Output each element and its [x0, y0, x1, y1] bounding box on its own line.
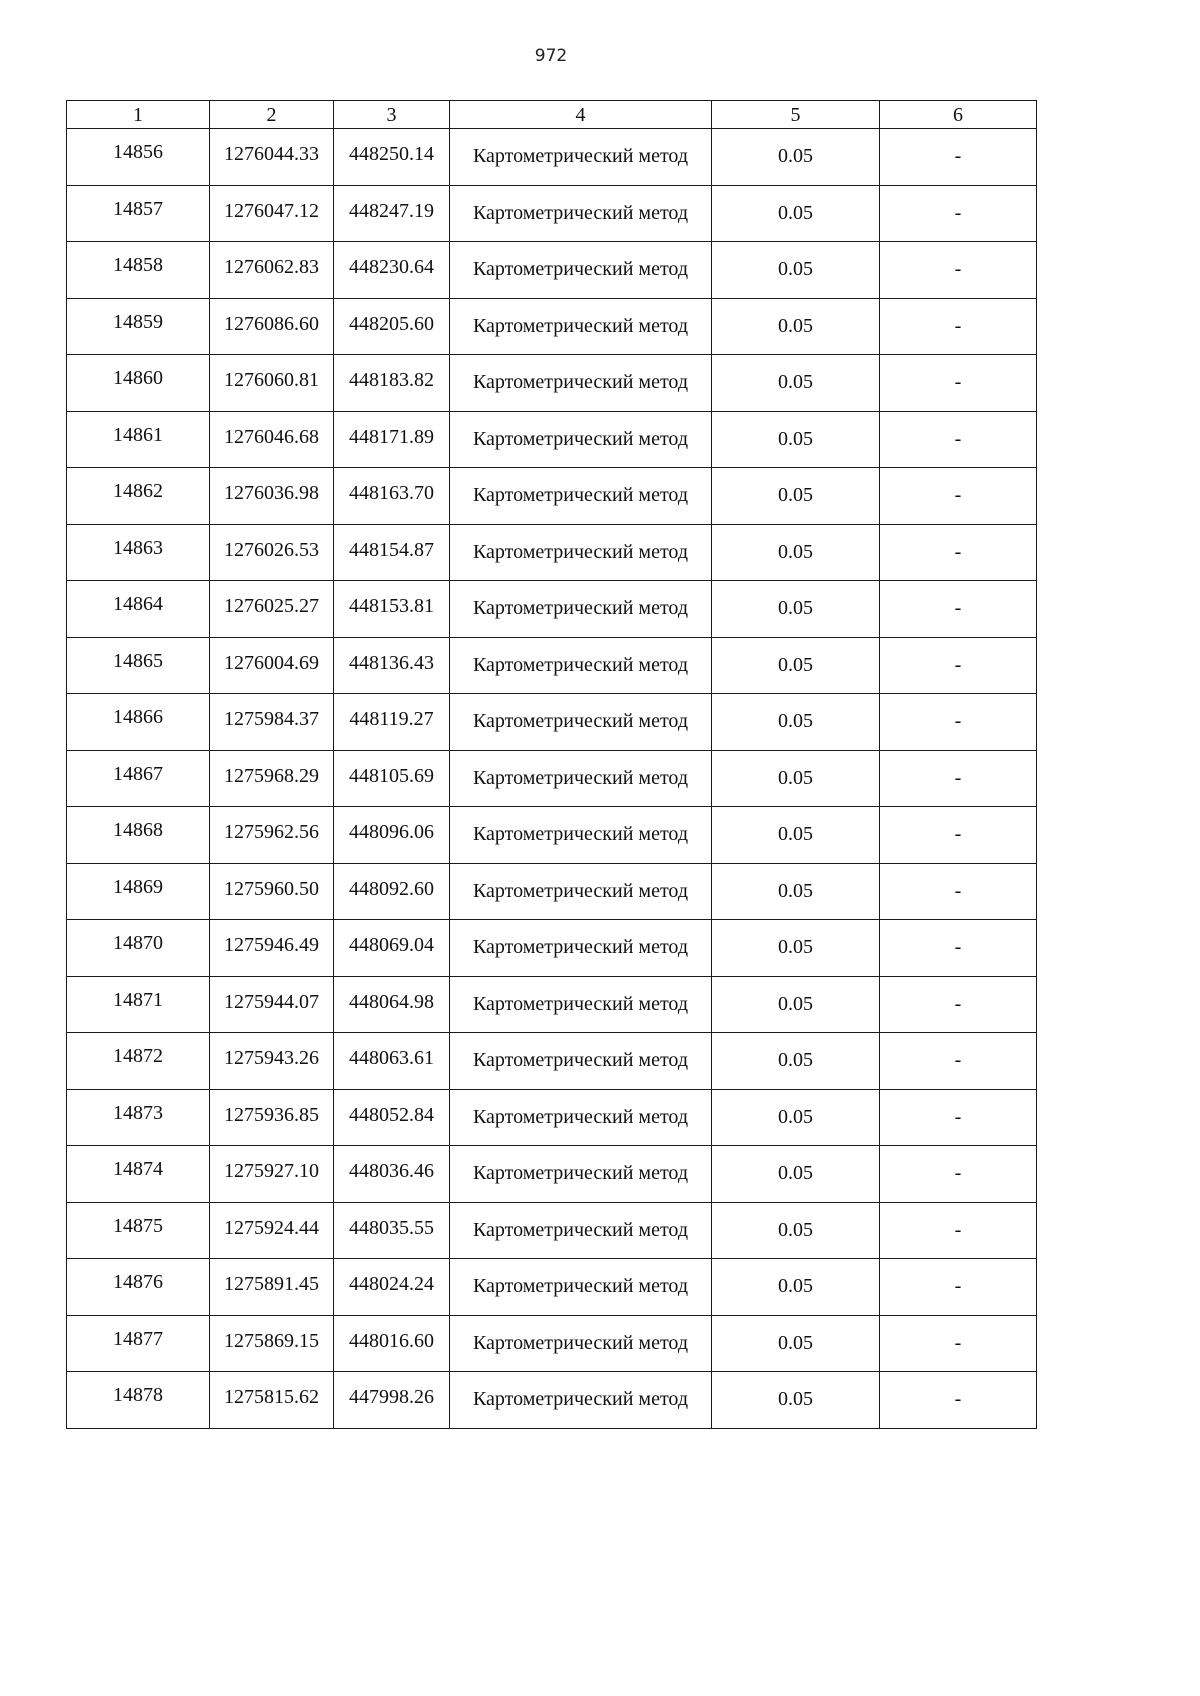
method-cell: Картометрический метод [450, 1202, 712, 1259]
coordinate-x-cell: 1275815.62 [210, 1372, 334, 1429]
error-cell: 0.05 [712, 185, 880, 242]
table-row [67, 637, 1037, 694]
coordinate-y-cell: 448016.60 [334, 1315, 450, 1372]
method-cell: Картометрический метод [450, 185, 712, 242]
point-number-cell: 14864 [67, 581, 210, 638]
coordinate-x-cell: 1276046.68 [210, 411, 334, 468]
point-number-cell: 14868 [67, 807, 210, 864]
note-cell: - [880, 920, 1037, 977]
table-header-row [67, 101, 1037, 129]
point-number-cell: 14872 [67, 1033, 210, 1090]
method-cell: Картометрический метод [450, 1315, 712, 1372]
method-cell: Картометрический метод [450, 468, 712, 525]
table-row [67, 355, 1037, 412]
column-header-3: 3 [334, 101, 450, 129]
table-row [67, 750, 1037, 807]
note-cell: - [880, 1202, 1037, 1259]
error-cell: 0.05 [712, 1202, 880, 1259]
method-cell: Картометрический метод [450, 976, 712, 1033]
point-number-cell: 14856 [67, 129, 210, 186]
method-cell: Картометрический метод [450, 1146, 712, 1203]
method-cell: Картометрический метод [450, 581, 712, 638]
error-cell: 0.05 [712, 863, 880, 920]
note-cell: - [880, 581, 1037, 638]
coordinate-y-cell: 448064.98 [334, 976, 450, 1033]
point-number-cell: 14876 [67, 1259, 210, 1316]
table-row [67, 807, 1037, 864]
column-header-5: 5 [712, 101, 880, 129]
point-number-cell: 14873 [67, 1089, 210, 1146]
coordinate-x-cell: 1275946.49 [210, 920, 334, 977]
method-cell: Картометрический метод [450, 637, 712, 694]
note-cell: - [880, 1315, 1037, 1372]
coordinate-y-cell: 448205.60 [334, 298, 450, 355]
coordinate-x-cell: 1275927.10 [210, 1146, 334, 1203]
method-cell: Картометрический метод [450, 1033, 712, 1090]
coordinate-x-cell: 1276062.83 [210, 242, 334, 299]
table-row [67, 1033, 1037, 1090]
error-cell: 0.05 [712, 355, 880, 412]
coordinate-x-cell: 1276025.27 [210, 581, 334, 638]
error-cell: 0.05 [712, 1089, 880, 1146]
coordinate-y-cell: 448096.06 [334, 807, 450, 864]
method-cell: Картометрический метод [450, 1372, 712, 1429]
error-cell: 0.05 [712, 976, 880, 1033]
coordinate-y-cell: 448035.55 [334, 1202, 450, 1259]
coordinate-y-cell: 448024.24 [334, 1259, 450, 1316]
method-cell: Картометрический метод [450, 355, 712, 412]
error-cell: 0.05 [712, 1372, 880, 1429]
coordinate-x-cell: 1276086.60 [210, 298, 334, 355]
note-cell: - [880, 298, 1037, 355]
method-cell: Картометрический метод [450, 242, 712, 299]
method-cell: Картометрический метод [450, 298, 712, 355]
error-cell: 0.05 [712, 694, 880, 751]
table-row [67, 411, 1037, 468]
note-cell: - [880, 750, 1037, 807]
coordinate-x-cell: 1275943.26 [210, 1033, 334, 1090]
coordinate-x-cell: 1276044.33 [210, 129, 334, 186]
coordinate-x-cell: 1275984.37 [210, 694, 334, 751]
point-number-cell: 14871 [67, 976, 210, 1033]
note-cell: - [880, 807, 1037, 864]
table-row [67, 1372, 1037, 1429]
error-cell: 0.05 [712, 298, 880, 355]
error-cell: 0.05 [712, 920, 880, 977]
coordinate-x-cell: 1275968.29 [210, 750, 334, 807]
error-cell: 0.05 [712, 468, 880, 525]
error-cell: 0.05 [712, 1315, 880, 1372]
coordinate-x-cell: 1276004.69 [210, 637, 334, 694]
table-body [67, 129, 1037, 1429]
coordinate-x-cell: 1275891.45 [210, 1259, 334, 1316]
table-row [67, 468, 1037, 525]
coordinate-y-cell: 448247.19 [334, 185, 450, 242]
point-number-cell: 14867 [67, 750, 210, 807]
note-cell: - [880, 694, 1037, 751]
table-row [67, 920, 1037, 977]
point-number-cell: 14859 [67, 298, 210, 355]
coordinates-table [66, 100, 1037, 1429]
coordinate-y-cell: 448154.87 [334, 524, 450, 581]
coordinate-x-cell: 1275869.15 [210, 1315, 334, 1372]
note-cell: - [880, 637, 1037, 694]
note-cell: - [880, 185, 1037, 242]
coordinate-x-cell: 1276060.81 [210, 355, 334, 412]
error-cell: 0.05 [712, 750, 880, 807]
coordinate-y-cell: 448136.43 [334, 637, 450, 694]
table-row [67, 129, 1037, 186]
column-header-6: 6 [880, 101, 1037, 129]
coordinate-y-cell: 448183.82 [334, 355, 450, 412]
table-row [67, 1146, 1037, 1203]
coordinate-y-cell: 448069.04 [334, 920, 450, 977]
point-number-cell: 14877 [67, 1315, 210, 1372]
table-row [67, 694, 1037, 751]
point-number-cell: 14860 [67, 355, 210, 412]
coordinate-y-cell: 448052.84 [334, 1089, 450, 1146]
note-cell: - [880, 1146, 1037, 1203]
table-row [67, 524, 1037, 581]
error-cell: 0.05 [712, 411, 880, 468]
note-cell: - [880, 242, 1037, 299]
method-cell: Картометрический метод [450, 920, 712, 977]
table-row [67, 242, 1037, 299]
point-number-cell: 14858 [67, 242, 210, 299]
point-number-cell: 14869 [67, 863, 210, 920]
coordinate-y-cell: 448105.69 [334, 750, 450, 807]
method-cell: Картометрический метод [450, 750, 712, 807]
table-row [67, 976, 1037, 1033]
method-cell: Картометрический метод [450, 411, 712, 468]
column-header-4: 4 [450, 101, 712, 129]
coordinate-x-cell: 1275924.44 [210, 1202, 334, 1259]
table-row [67, 1089, 1037, 1146]
error-cell: 0.05 [712, 1033, 880, 1090]
error-cell: 0.05 [712, 1259, 880, 1316]
error-cell: 0.05 [712, 581, 880, 638]
table-row [67, 1259, 1037, 1316]
column-header-1: 1 [67, 101, 210, 129]
note-cell: - [880, 863, 1037, 920]
note-cell: - [880, 355, 1037, 412]
coordinate-y-cell: 448230.64 [334, 242, 450, 299]
coordinate-x-cell: 1275960.50 [210, 863, 334, 920]
coordinate-x-cell: 1275962.56 [210, 807, 334, 864]
method-cell: Картометрический метод [450, 129, 712, 186]
error-cell: 0.05 [712, 524, 880, 581]
point-number-cell: 14875 [67, 1202, 210, 1259]
error-cell: 0.05 [712, 807, 880, 864]
table-row [67, 581, 1037, 638]
point-number-cell: 14863 [67, 524, 210, 581]
note-cell: - [880, 411, 1037, 468]
note-cell: - [880, 524, 1037, 581]
coordinate-x-cell: 1276026.53 [210, 524, 334, 581]
coordinate-y-cell: 448171.89 [334, 411, 450, 468]
method-cell: Картометрический метод [450, 524, 712, 581]
method-cell: Картометрический метод [450, 694, 712, 751]
column-header-2: 2 [210, 101, 334, 129]
coordinate-y-cell: 448092.60 [334, 863, 450, 920]
table-row [67, 1315, 1037, 1372]
error-cell: 0.05 [712, 1146, 880, 1203]
error-cell: 0.05 [712, 637, 880, 694]
coordinate-y-cell: 448153.81 [334, 581, 450, 638]
point-number-cell: 14870 [67, 920, 210, 977]
point-number-cell: 14861 [67, 411, 210, 468]
method-cell: Картометрический метод [450, 863, 712, 920]
coordinate-x-cell: 1275944.07 [210, 976, 334, 1033]
table-row [67, 185, 1037, 242]
note-cell: - [880, 129, 1037, 186]
coordinate-x-cell: 1276047.12 [210, 185, 334, 242]
coordinate-y-cell: 448036.46 [334, 1146, 450, 1203]
point-number-cell: 14878 [67, 1372, 210, 1429]
coordinate-y-cell: 447998.26 [334, 1372, 450, 1429]
method-cell: Картометрический метод [450, 807, 712, 864]
note-cell: - [880, 468, 1037, 525]
table-row [67, 298, 1037, 355]
coordinate-y-cell: 448163.70 [334, 468, 450, 525]
page-number: 972 [534, 46, 568, 66]
table-row [67, 1202, 1037, 1259]
note-cell: - [880, 1372, 1037, 1429]
coordinate-x-cell: 1276036.98 [210, 468, 334, 525]
method-cell: Картометрический метод [450, 1089, 712, 1146]
coordinate-y-cell: 448119.27 [334, 694, 450, 751]
note-cell: - [880, 976, 1037, 1033]
coordinate-x-cell: 1275936.85 [210, 1089, 334, 1146]
point-number-cell: 14874 [67, 1146, 210, 1203]
error-cell: 0.05 [712, 242, 880, 299]
method-cell: Картометрический метод [450, 1259, 712, 1316]
note-cell: - [880, 1259, 1037, 1316]
table-row [67, 863, 1037, 920]
coordinate-y-cell: 448250.14 [334, 129, 450, 186]
point-number-cell: 14865 [67, 637, 210, 694]
point-number-cell: 14862 [67, 468, 210, 525]
note-cell: - [880, 1033, 1037, 1090]
coordinate-y-cell: 448063.61 [334, 1033, 450, 1090]
point-number-cell: 14857 [67, 185, 210, 242]
error-cell: 0.05 [712, 129, 880, 186]
note-cell: - [880, 1089, 1037, 1146]
point-number-cell: 14866 [67, 694, 210, 751]
